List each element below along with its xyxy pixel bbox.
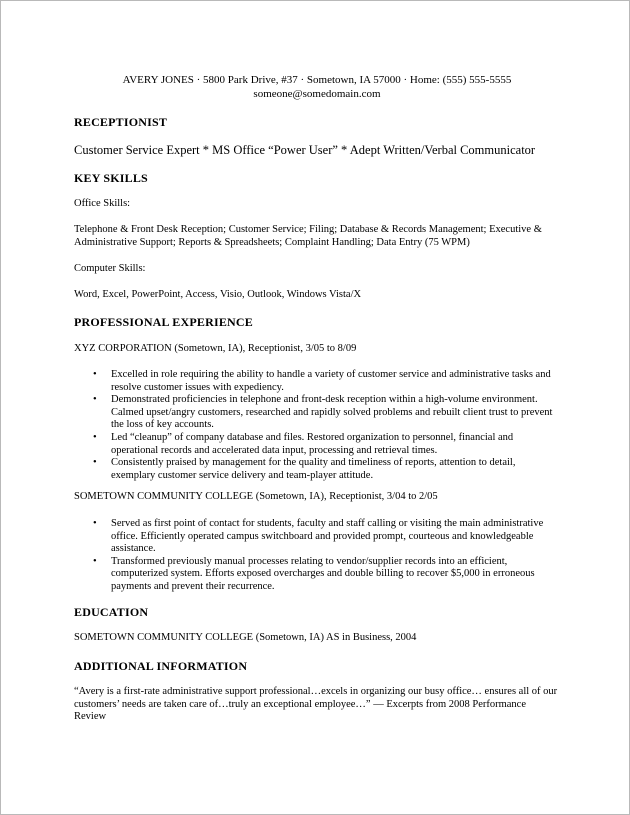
bullet-text: Served as first point of contact for students, faculty and staff calling or visiting the main administrative office. Efficiently operated campus switchboard and provided prompt, courteous and knowledgeable assistance. xyxy=(111,518,544,555)
contact-line: AVERY JONES · 5800 Park Drive, #37 · Sometown, IA 57000 · Home: (555) 555-5555 xyxy=(122,74,512,86)
job-title-heading: RECEPTIONIST xyxy=(74,115,168,129)
bullet-icon: • xyxy=(93,431,97,443)
bullet-icon: • xyxy=(93,518,97,529)
job-bullet-list xyxy=(74,518,560,594)
experience-heading: PROFESSIONAL EXPERIENCE xyxy=(74,315,253,329)
bullet-item xyxy=(74,556,560,594)
bullet-text: Consistently praised by management for the quality and timeliness of reports, attention to detail, exemplary customer service delivery and team-player attitude. xyxy=(111,457,516,481)
bullet-text: Led “cleanup” of company database and files. Restored organization to personnel, financial and operational records and accelerated data input, processing and retrieval times. xyxy=(111,431,514,456)
bullet-item xyxy=(74,369,560,394)
bullet-text: Demonstrated proficiencies in telephone and front-desk reception within a high-volume environment. Calmed upset/angry customers, researched and rapidly solved problems and rebuilt client trust to prevent the loss of key accounts. xyxy=(111,394,553,431)
computer-skills-label: Computer Skills: xyxy=(74,263,146,274)
job-title-line: XYZ CORPORATION (Sometown, IA), Receptionist, 3/05 to 8/09 xyxy=(74,343,357,354)
computer-skills-text: Word, Excel, PowerPoint, Access, Visio, Outlook, Windows Vista/X xyxy=(74,289,362,300)
contact-header xyxy=(74,73,560,101)
bullet-item xyxy=(74,457,560,482)
bullet-text: Excelled in role requiring the ability to handle a variety of customer service and administrative tasks and resolve customer issues with expediency. xyxy=(111,369,551,393)
bullet-icon: • xyxy=(93,369,97,380)
office-skills-text: Telephone & Front Desk Reception; Customer Service; Filing; Database & Records Management; Executive & Administrative Support; Reports & Spreadsheets; Complaint Handling; Data Entry (75 WPM) xyxy=(74,224,542,248)
bullet-icon: • xyxy=(93,394,97,406)
job-title-line: SOMETOWN COMMUNITY COLLEGE (Sometown, IA), Receptionist, 3/04 to 2/05 xyxy=(74,491,438,502)
job-bullet-list xyxy=(74,369,560,482)
additional-info-heading: ADDITIONAL INFORMATION xyxy=(74,659,248,673)
education-text: SOMETOWN COMMUNITY COLLEGE (Sometown, IA) AS in Business, 2004 xyxy=(74,632,417,643)
bullet-item xyxy=(74,432,560,457)
bullet-item xyxy=(74,394,560,432)
tagline: Customer Service Expert * MS Office “Power User” * Adept Written/Verbal Communicator xyxy=(74,143,536,157)
education-heading: EDUCATION xyxy=(74,605,149,619)
office-skills-label: Office Skills: xyxy=(74,198,131,209)
additional-info-text: “Avery is a first-rate administrative support professional…excels in organizing our busy office… ensures all of our customers’ needs are taken care of…truly an exceptional employee…” — Excerpts from 2008 Performance Review xyxy=(74,686,558,723)
bullet-icon: • xyxy=(93,457,97,469)
bullet-icon: • xyxy=(93,555,97,567)
email-line: someone@somedomain.com xyxy=(253,88,381,100)
bullet-item xyxy=(74,518,560,556)
bullet-text: Transformed previously manual processes relating to vendor/supplier records into an efficient, computerized system. Efforts exposed overcharges and double billing to recover $5,000 in erroneous payments and prevent their recurrence. xyxy=(111,555,535,592)
key-skills-heading: KEY SKILLS xyxy=(74,171,148,185)
